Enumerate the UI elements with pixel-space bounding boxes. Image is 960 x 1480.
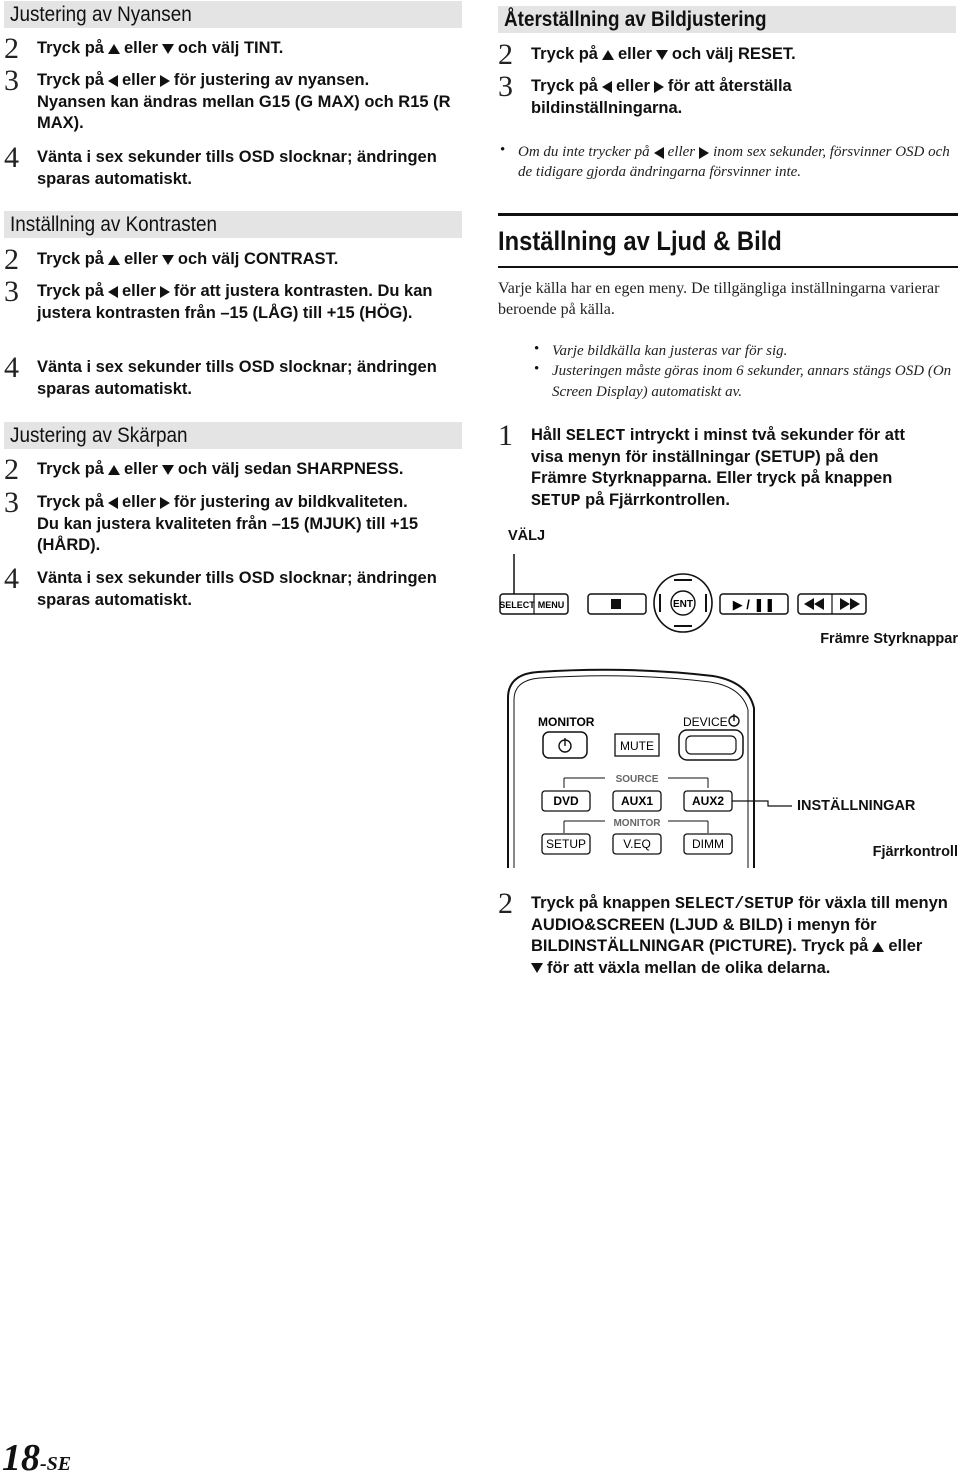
- up-arrow-icon: [602, 50, 614, 60]
- left-arrow-icon: [108, 75, 118, 87]
- monitor-group-label: MONITOR: [613, 818, 661, 829]
- step-number: 2: [498, 38, 513, 71]
- select-label: SELECT: [499, 600, 535, 610]
- page-number: 18-SE: [2, 1437, 72, 1479]
- setup-label: SETUP: [545, 837, 587, 851]
- front-panel-illustration: [498, 548, 960, 638]
- bullet-item: Justeringen måste göras inom 6 sekunder, annars stängs OSD (On Screen Display) automatiskt av.: [552, 363, 952, 400]
- ent-label: ENT: [673, 599, 693, 610]
- reset-note: Om du inte trycker på eller inom sex sekunder, försvinner OSD och de tidigare gjorda ändringarna försvinner inte.: [518, 144, 950, 180]
- remote-control-illustration: [498, 668, 960, 868]
- left-arrow-icon: [654, 147, 664, 159]
- veq-label: V.EQ: [623, 837, 651, 851]
- bullet-item: Varje bildkälla kan justeras var för sig.: [552, 343, 788, 359]
- monitor-label: MONITOR: [538, 715, 595, 729]
- mute-label: MUTE: [620, 739, 654, 753]
- up-arrow-icon: [108, 255, 120, 265]
- title-rule: [498, 266, 958, 268]
- section-heading-reset: Återställning av Bildjustering: [498, 6, 956, 33]
- left-arrow-icon: [602, 81, 612, 93]
- right-arrow-icon: [160, 75, 170, 87]
- device-label: DEVICE: [683, 715, 728, 729]
- step-number: 2: [4, 453, 19, 486]
- step-number: 1: [498, 419, 513, 452]
- right-arrow-icon: [160, 286, 170, 298]
- step-number: 4: [4, 351, 19, 384]
- down-arrow-icon: [162, 44, 174, 54]
- remote-caption: Fjärrkontroll: [872, 844, 958, 860]
- menu-label: MENU: [537, 600, 565, 610]
- section-heading-contrast: Inställning av Kontrasten: [4, 211, 462, 238]
- stop-icon: [611, 599, 621, 609]
- down-arrow-icon: [531, 963, 543, 973]
- step-number: 3: [4, 486, 19, 519]
- down-arrow-icon: [162, 465, 174, 475]
- up-arrow-icon: [872, 942, 884, 952]
- main-title: Inställning av Ljud & Bild: [498, 213, 958, 266]
- up-arrow-icon: [108, 465, 120, 475]
- step-number: 2: [498, 887, 513, 920]
- left-arrow-icon: [108, 286, 118, 298]
- aux1-label: AUX1: [620, 794, 654, 808]
- intro-text: Varje källa har en egen meny. De tillgängliga inställningarna varierar beroende på källa.: [498, 280, 940, 318]
- dvd-label: DVD: [553, 794, 579, 808]
- section-heading-tint: Justering av Nyansen: [4, 1, 462, 28]
- play-pause-label: ▶ / ❚❚: [732, 597, 776, 612]
- left-arrow-icon: [108, 497, 118, 509]
- up-arrow-icon: [108, 44, 120, 54]
- valj-label: VÄLJ: [508, 528, 546, 544]
- down-arrow-icon: [656, 50, 668, 60]
- right-arrow-icon: [160, 497, 170, 509]
- dimm-label: DIMM: [692, 837, 724, 851]
- step-number: 4: [4, 562, 19, 595]
- source-label: SOURCE: [615, 774, 659, 785]
- step-number: 2: [4, 32, 19, 65]
- step-number: 2: [4, 243, 19, 276]
- section-heading-sharpness: Justering av Skärpan: [4, 422, 462, 449]
- step-number: 3: [498, 70, 513, 103]
- step-number: 3: [4, 275, 19, 308]
- down-arrow-icon: [162, 255, 174, 265]
- bullet-dot: •: [534, 361, 540, 377]
- aux2-label: AUX2: [691, 794, 725, 808]
- right-arrow-icon: [699, 147, 709, 159]
- step-number: 4: [4, 141, 19, 174]
- right-arrow-icon: [654, 81, 664, 93]
- front-panel-caption: Främre Styrknappar: [820, 631, 958, 647]
- bullet-dot: •: [500, 142, 506, 158]
- bullet-dot: •: [534, 341, 540, 357]
- step-number: 3: [4, 64, 19, 97]
- settings-callout: INSTÄLLNINGAR: [797, 798, 916, 814]
